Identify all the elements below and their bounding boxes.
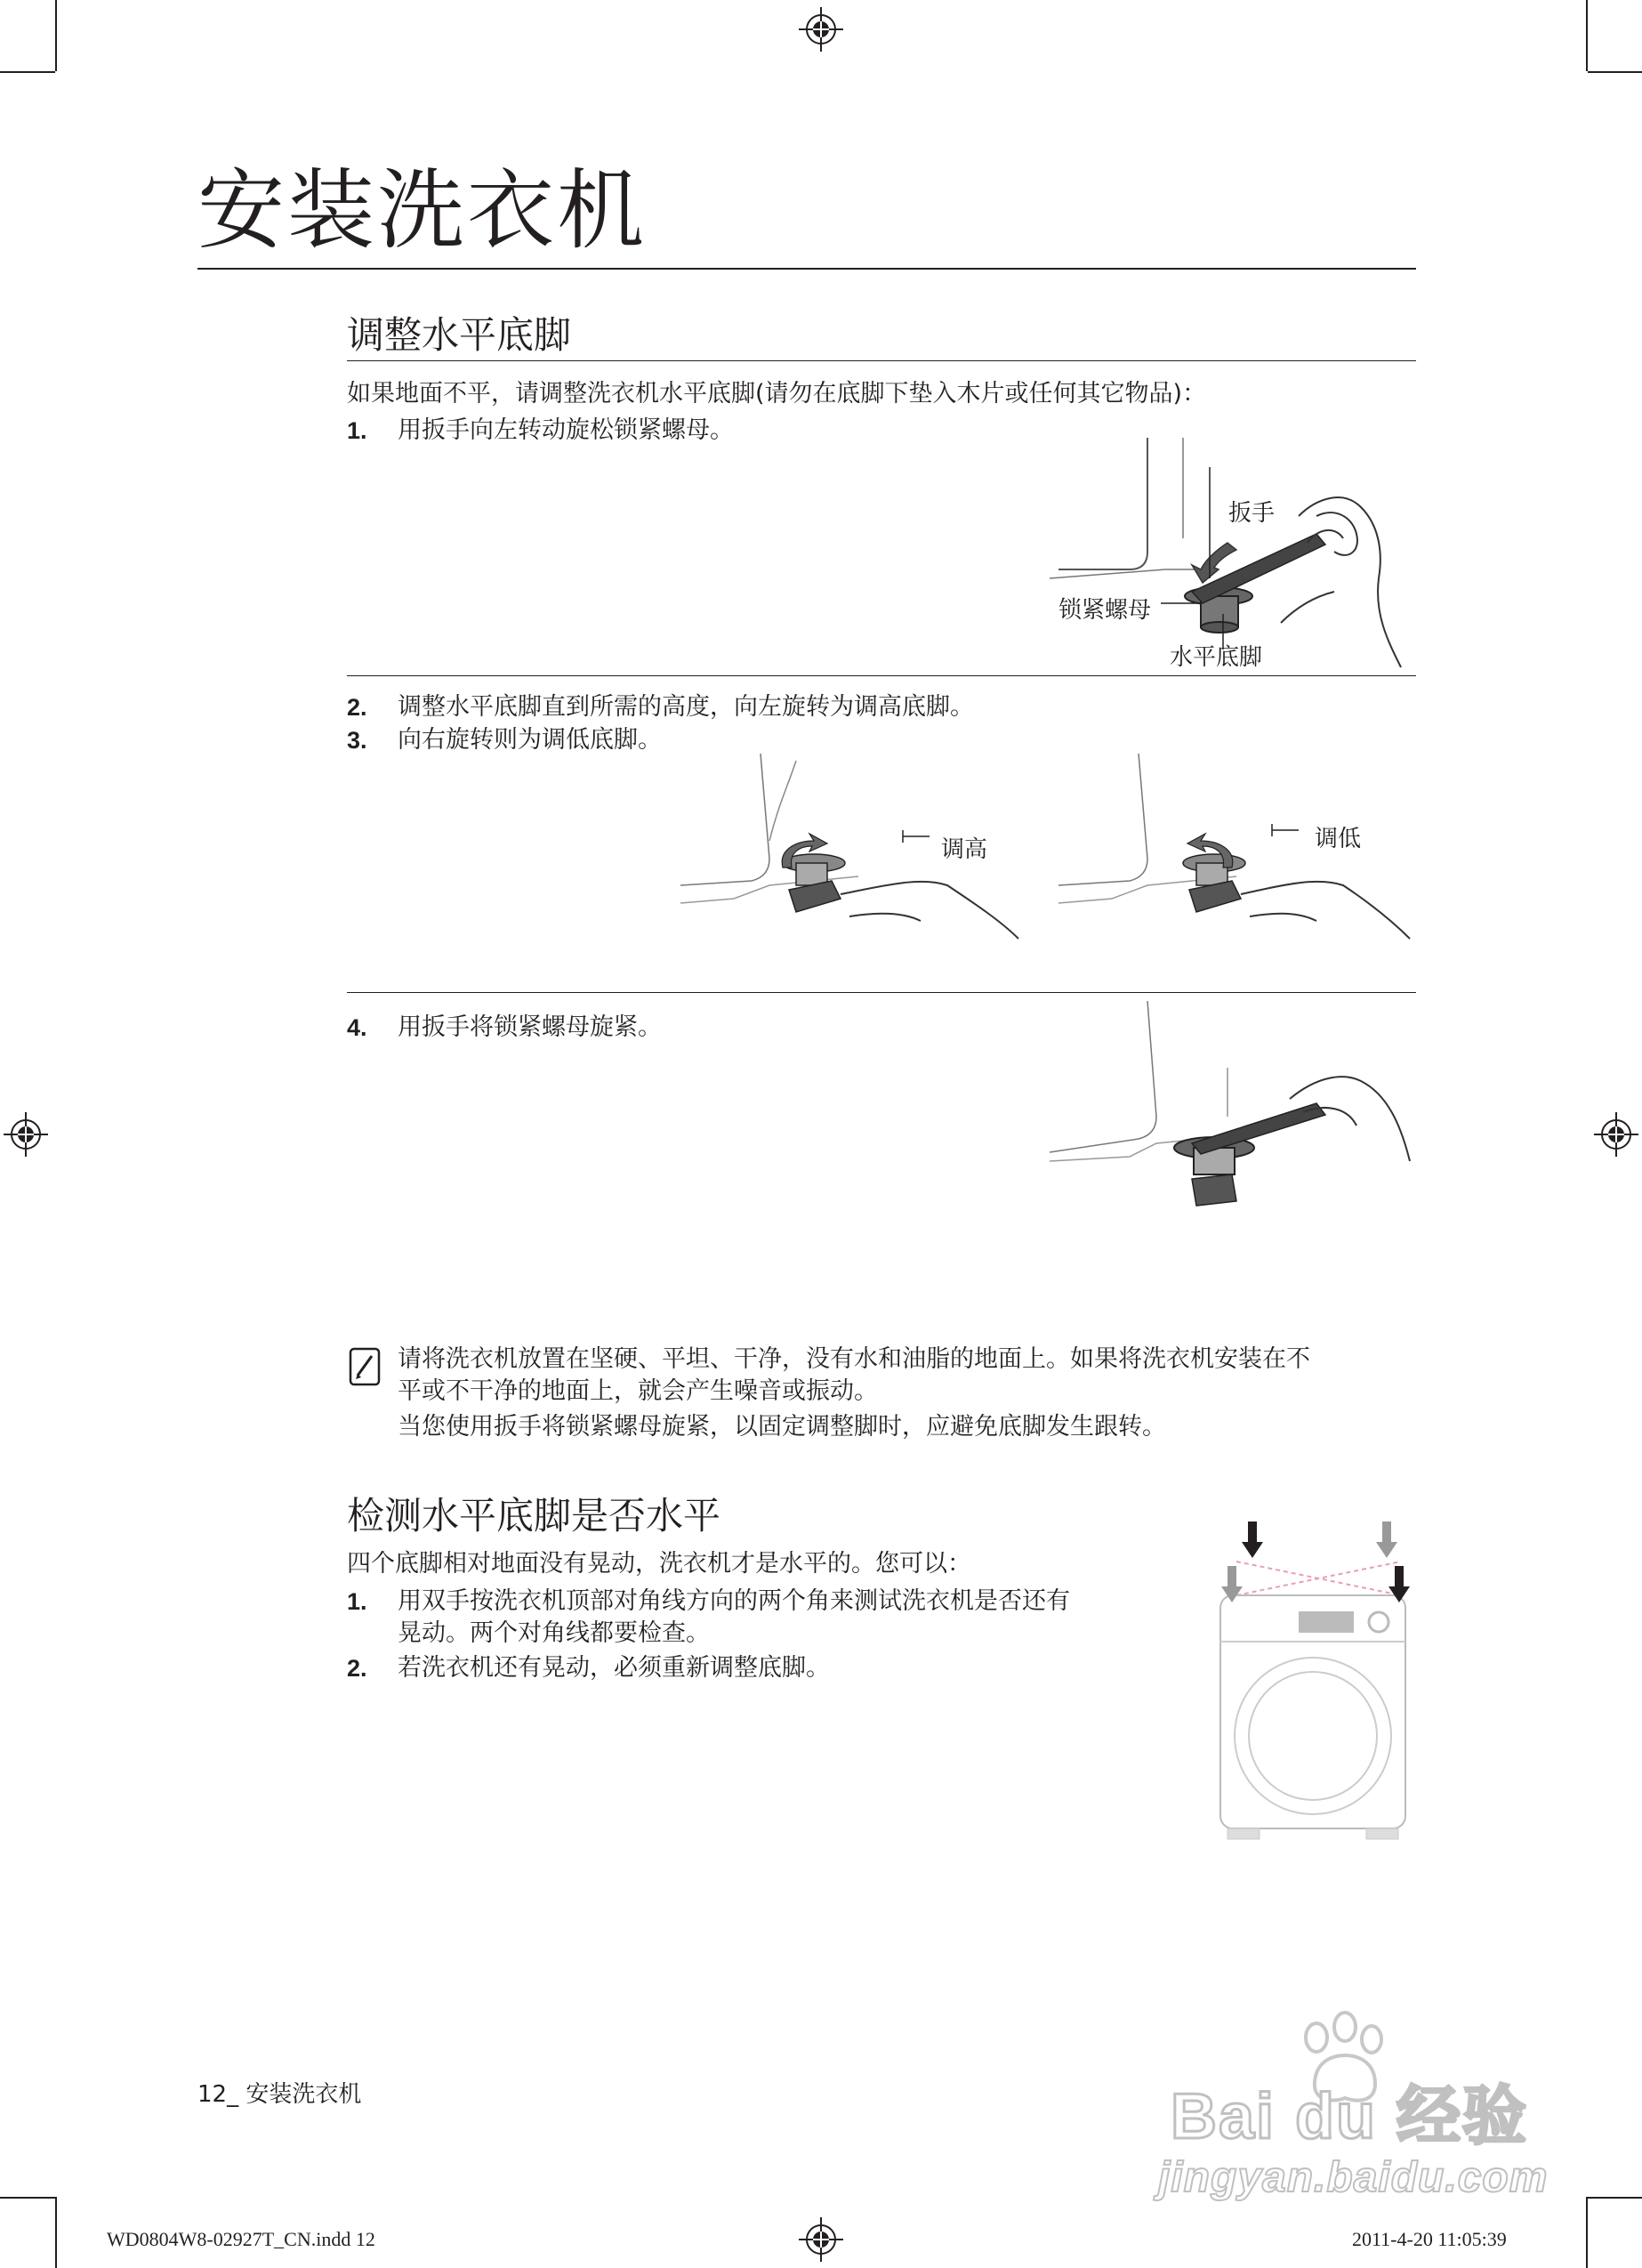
lower-foot-illustration xyxy=(1058,752,1414,974)
note-line: 当您使用扳手将锁紧螺母旋紧，以固定调整脚时，应避免底脚发生跟转。 xyxy=(398,1413,1166,1441)
step-text: 若洗衣机还有晃动，必须重新调整底脚。 xyxy=(398,1654,830,1682)
step-number: 3. xyxy=(347,727,367,754)
crop-mark xyxy=(55,2197,57,2268)
page-footer-label: 12_ 安装洗衣机 xyxy=(197,2081,362,2108)
lock-nut-illustration xyxy=(1050,436,1414,667)
note-line: 请将洗衣机放置在坚硬、平坦、干净，没有水和油脂的地面上。如果将洗衣机安装在不 xyxy=(398,1345,1310,1373)
step-number: 2. xyxy=(347,1655,367,1682)
step-text: 晃动。两个对角线都要检查。 xyxy=(398,1619,710,1647)
crop-mark xyxy=(1588,2197,1642,2199)
step-number: 2. xyxy=(347,694,367,721)
crop-mark xyxy=(1586,0,1588,71)
registration-mark-icon xyxy=(1594,1112,1638,1157)
page-title: 安装洗衣机 xyxy=(197,160,648,262)
crop-mark xyxy=(1588,71,1642,73)
step-text: 用双手按洗衣机顶部对角线方向的两个角来测试洗衣机是否还有 xyxy=(398,1587,1070,1615)
crop-mark xyxy=(0,2197,55,2199)
washing-machine-level-check-illustration xyxy=(1210,1517,1423,1846)
tighten-nut-illustration xyxy=(1050,1001,1414,1241)
note-line: 平或不干净的地面上，就会产生噪音或振动。 xyxy=(398,1377,878,1405)
step-text: 用扳手向左转动旋松锁紧螺母。 xyxy=(398,416,734,444)
crop-mark xyxy=(55,0,57,71)
registration-mark-icon xyxy=(799,7,843,52)
section-intro: 四个底脚相对地面没有晃动，洗衣机才是水平的。您可以： xyxy=(347,1550,971,1578)
step-number: 1. xyxy=(347,417,367,444)
leveling-foot-label: 水平底脚 xyxy=(1170,644,1263,671)
crop-mark xyxy=(0,71,55,73)
crop-mark xyxy=(1586,2197,1588,2268)
watermark-brand: Bai du 经验 xyxy=(1171,2081,1529,2152)
title-rule xyxy=(197,268,1416,270)
step-number: 4. xyxy=(347,1014,367,1041)
watermark-url: jingyan.baidu.com xyxy=(1158,2154,1549,2201)
wrench-label: 扳手 xyxy=(1228,500,1276,527)
step-text: 用扳手将锁紧螺母旋紧。 xyxy=(398,1013,662,1041)
timestamp: 2011-4-20 11:05:39 xyxy=(1352,2228,1507,2250)
lower-label: 调低 xyxy=(1315,826,1362,852)
section-title: 调整水平底脚 xyxy=(347,313,572,357)
registration-mark-icon xyxy=(799,2217,843,2262)
note-icon xyxy=(349,1347,382,1386)
section-title: 检测水平底脚是否水平 xyxy=(347,1494,721,1538)
step-divider xyxy=(347,675,1416,676)
step-text: 向右旋转则为调低底脚。 xyxy=(398,726,662,754)
step-number: 1. xyxy=(347,1588,367,1615)
file-name: WD0804W8-02927T_CN.indd 12 xyxy=(107,2228,375,2250)
step-text: 调整水平底脚直到所需的高度，向左旋转为调高底脚。 xyxy=(398,693,974,721)
section-rule xyxy=(347,360,1416,361)
raise-label: 调高 xyxy=(941,836,988,863)
registration-mark-icon xyxy=(4,1112,48,1157)
step-divider xyxy=(347,992,1416,993)
lock-nut-label: 锁紧螺母 xyxy=(1058,597,1152,624)
section-intro: 如果地面不平，请调整洗衣机水平底脚(请勿在底脚下垫入木片或任何其它物品)： xyxy=(347,380,1207,408)
